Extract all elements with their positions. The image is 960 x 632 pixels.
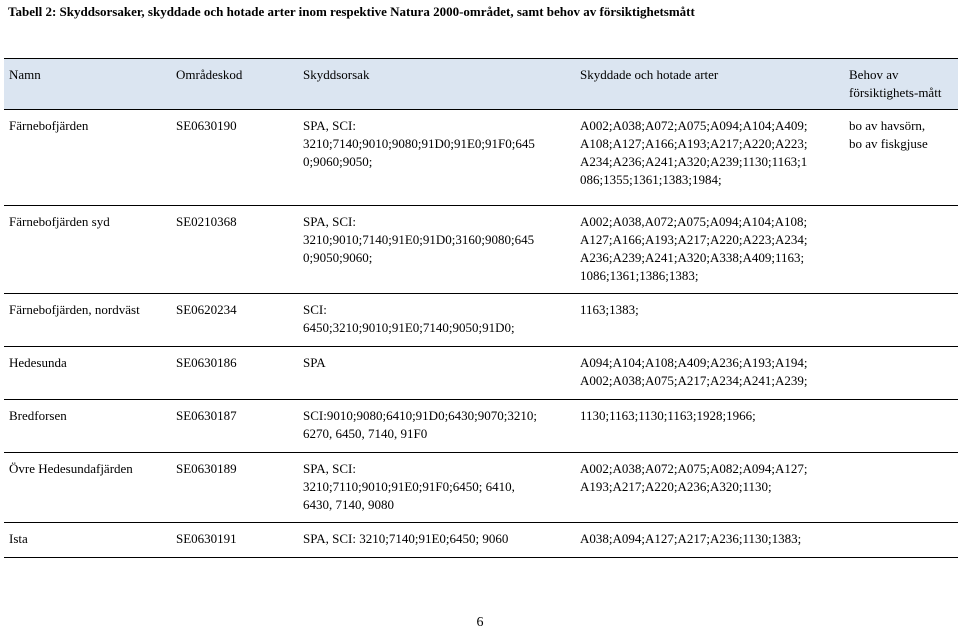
table-header-row bbox=[4, 59, 958, 109]
cell-needs bbox=[849, 523, 957, 530]
cell-name: Övre Hedesundafjärden bbox=[9, 461, 133, 476]
header-reason: Skyddsorsak bbox=[303, 67, 370, 82]
cell-reason: SCI:9010;9080;6410;91D0;6430;9070;3210; 6270, 6450, 7140, 91F0 bbox=[303, 408, 538, 441]
cell-name: Hedesunda bbox=[9, 355, 67, 370]
cell-reason: SPA, SCI: 3210;7110;9010;91E0;91F0;6450; 6410, 6430, 7140, 9080 bbox=[303, 461, 515, 512]
header-name: Namn bbox=[9, 67, 41, 82]
cell-name: Färnebofjärden, nordväst bbox=[9, 302, 140, 317]
cell-reason: SPA, SCI: 3210;9010;7140;91E0;91D0;3160;9080;645 0;9050;9060; bbox=[303, 214, 535, 265]
cell-code: SE0630189 bbox=[176, 461, 237, 476]
cell-reason: SPA, SCI: 3210;7140;91E0;6450; 9060 bbox=[303, 531, 509, 546]
cell-needs: bo av havsörn, bo av fiskgjuse bbox=[849, 118, 928, 151]
table-row bbox=[4, 109, 958, 205]
cell-name: Färnebofjärden bbox=[9, 118, 89, 133]
header-needs: Behov av försiktighets-mått bbox=[849, 67, 942, 100]
cell-species: A002;A038;A072;A075;A094;A104;A409; A108;A127;A166;A193;A217;A220;A223; A234;A236;A241;A320;A239;1130;1163;1 086;1355;1361;1383;1984; bbox=[580, 118, 808, 187]
cell-reason: SPA, SCI: 3210;7140;9010;9080;91D0;91E0;91F0;645 0;9060;9050; bbox=[303, 118, 535, 169]
cell-code: SE0620234 bbox=[176, 302, 237, 317]
cell-species: 1163;1383; bbox=[580, 302, 639, 317]
table-caption: Tabell 2: Skyddsorsaker, skyddade och hotade arter inom respektive Natura 2000-området, samt behov av försiktighetsmått bbox=[8, 4, 695, 19]
header-species: Skyddade och hotade arter bbox=[580, 67, 719, 82]
cell-name: Bredforsen bbox=[9, 408, 67, 423]
header-code: Områdeskod bbox=[176, 67, 243, 82]
cell-code: SE0630190 bbox=[176, 118, 237, 133]
cell-needs bbox=[849, 400, 957, 407]
cell-species: 1130;1163;1130;1163;1928;1966; bbox=[580, 408, 756, 423]
cell-species: A038;A094;A127;A217;A236;1130;1383; bbox=[580, 531, 802, 546]
cell-code: SE0630187 bbox=[176, 408, 237, 423]
natura-table bbox=[4, 58, 958, 558]
table-row bbox=[4, 205, 958, 293]
cell-name: Färnebofjärden syd bbox=[9, 214, 110, 229]
table-row bbox=[4, 293, 958, 346]
cell-species: A002;A038;A072;A075;A082;A094;A127; A193;A217;A220;A236;A320;1130; bbox=[580, 461, 808, 494]
cell-name: Ista bbox=[9, 531, 28, 546]
table-row bbox=[4, 399, 958, 452]
table-row bbox=[4, 346, 958, 399]
cell-code: SE0210368 bbox=[176, 214, 237, 229]
cell-code: SE0630186 bbox=[176, 355, 237, 370]
cell-needs bbox=[849, 206, 957, 213]
cell-needs bbox=[849, 453, 957, 460]
cell-reason: SPA bbox=[303, 355, 326, 370]
cell-needs bbox=[849, 294, 957, 301]
cell-code: SE0630191 bbox=[176, 531, 237, 546]
cell-needs bbox=[849, 347, 957, 354]
table-row bbox=[4, 522, 958, 558]
table-row bbox=[4, 452, 958, 522]
cell-reason: SCI: 6450;3210;9010;91E0;7140;9050;91D0; bbox=[303, 302, 515, 335]
cell-species: A094;A104;A108;A409;A236;A193;A194; A002;A038;A075;A217;A234;A241;A239; bbox=[580, 355, 808, 388]
page-number: 6 bbox=[476, 615, 484, 630]
cell-species: A002;A038,A072;A075;A094;A104;A108; A127;A166;A193;A217;A220;A223;A234; A236;A239;A241;A320;A338;A409;1163; 1086;1361;1386;1383; bbox=[580, 214, 808, 283]
